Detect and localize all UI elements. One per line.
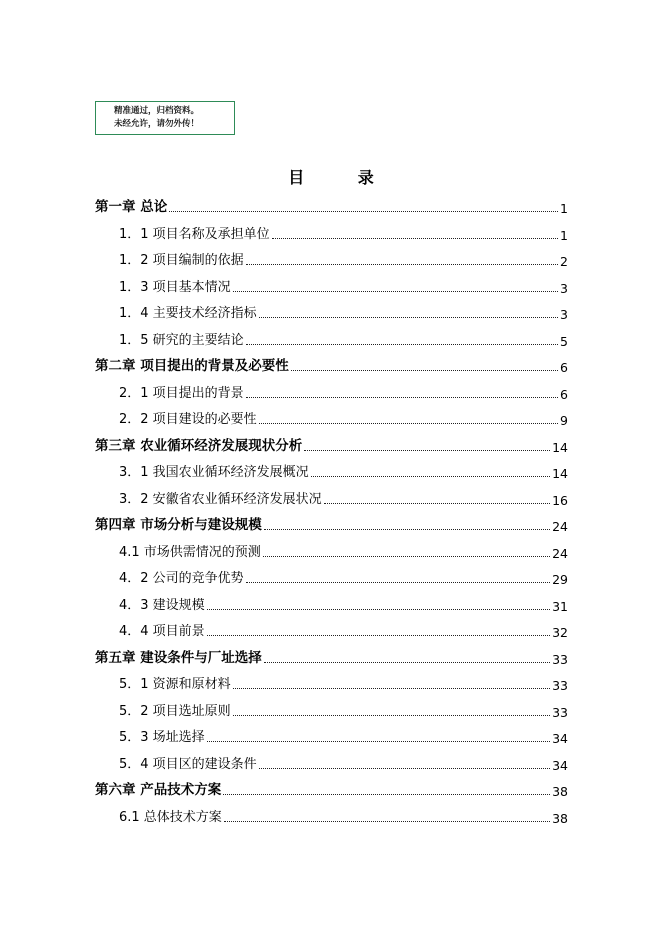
- toc-entry-title: 5．4 项目区的建设条件: [119, 756, 257, 772]
- dot-leader: [264, 662, 550, 663]
- toc-section-entry[interactable]: [119, 276, 568, 296]
- toc-page-number: 24: [552, 545, 568, 561]
- dot-leader: [246, 264, 558, 265]
- toc-entry-title: 2．2 项目建设的必要性: [119, 412, 257, 427]
- toc-entry-title: 4.1 市场供需情况的预测: [119, 544, 261, 560]
- notice-line-2: 未经允许，请勿外传！: [114, 119, 200, 129]
- toc-page-number: 6: [560, 360, 568, 375]
- dot-leader: [259, 317, 558, 318]
- dot-leader: [272, 238, 558, 239]
- toc-section-entry[interactable]: [119, 223, 568, 243]
- toc-entry-title: 6.1 总体技术方案: [119, 809, 222, 825]
- toc-page-number: 9: [560, 413, 568, 428]
- toc-page-number: 33: [552, 678, 568, 693]
- toc-entry-title: 5．2 项目选址原则: [119, 703, 231, 719]
- toc-page-number: 32: [552, 625, 568, 640]
- toc-entry-title: 1．5 研究的主要结论: [119, 332, 244, 348]
- toc-section-entry[interactable]: [119, 673, 568, 693]
- toc-entry-title: 5．3 场址选择: [119, 730, 205, 745]
- toc-title: 目 录: [288, 168, 398, 187]
- dot-leader: [259, 768, 550, 769]
- dot-leader: [207, 635, 550, 636]
- dot-leader: [304, 450, 550, 451]
- toc-page-number: 34: [552, 757, 568, 773]
- toc-page-number: 16: [552, 492, 568, 508]
- toc-page-number: 14: [552, 439, 568, 455]
- toc-page-number: 33: [552, 704, 568, 720]
- dot-leader: [233, 715, 550, 716]
- toc-section-entry[interactable]: [119, 620, 568, 640]
- toc-page-number: 3: [560, 280, 568, 296]
- notice-line-1: 精准通过，归档资料。: [114, 106, 200, 116]
- toc-entry-title: 第三章 农业循环经济发展现状分析: [95, 437, 303, 454]
- dot-leader: [233, 688, 550, 689]
- toc-entry-title: 第二章 项目提出的背景及必要性: [95, 358, 289, 374]
- toc-page-number: 5: [560, 333, 568, 349]
- toc-page-number: 31: [552, 598, 568, 614]
- toc-page-number: 14: [552, 466, 568, 481]
- toc-entry-title: 4．3 建设规模: [119, 597, 205, 613]
- dot-leader: [224, 821, 550, 822]
- toc-entry-title: 3．2 安徽省农业循环经济发展状况: [119, 491, 322, 507]
- dot-leader: [324, 503, 550, 504]
- toc-chapter-entry[interactable]: [95, 779, 568, 799]
- toc-entry-title: 1．4 主要技术经济指标: [119, 306, 257, 321]
- toc-section-entry[interactable]: [119, 461, 568, 481]
- toc-section-entry[interactable]: [119, 329, 568, 349]
- toc-section-entry[interactable]: [119, 753, 568, 773]
- dot-leader: [246, 344, 558, 345]
- toc-entry-title: 1．2 项目编制的依据: [119, 253, 244, 268]
- dot-leader: [291, 370, 558, 371]
- toc-page-number: 2: [560, 254, 568, 269]
- toc-section-entry[interactable]: [119, 249, 568, 269]
- toc-entry-title: 5．1 资源和原材料: [119, 677, 231, 692]
- toc-section-entry[interactable]: [119, 382, 568, 402]
- toc-page-number: 1: [560, 227, 568, 243]
- toc-chapter-entry[interactable]: [95, 355, 568, 375]
- dot-leader: [207, 609, 550, 610]
- dot-leader: [223, 794, 550, 795]
- dot-leader: [311, 476, 550, 477]
- dot-leader: [264, 529, 550, 530]
- dot-leader: [246, 397, 558, 398]
- toc-page-number: 1: [560, 201, 568, 216]
- archive-notice-stamp: [95, 101, 235, 135]
- toc-page-number: 24: [552, 519, 568, 534]
- toc-entry-title: 3．1 我国农业循环经济发展概况: [119, 465, 309, 480]
- dot-leader: [169, 211, 558, 212]
- toc-section-entry[interactable]: [119, 408, 568, 428]
- toc-section-entry[interactable]: [119, 488, 568, 508]
- toc-entry-title: 2．1 项目提出的背景: [119, 385, 244, 401]
- toc-entry-title: 1．1 项目名称及承担单位: [119, 226, 270, 242]
- toc-section-entry[interactable]: [119, 567, 568, 587]
- toc-page-number: 3: [560, 307, 568, 322]
- toc-section-entry[interactable]: [119, 726, 568, 746]
- toc-section-entry[interactable]: [119, 302, 568, 322]
- toc-entry-title: 4．4 项目前景: [119, 624, 205, 639]
- toc-page-number: 6: [560, 386, 568, 402]
- toc-page-number: 33: [552, 651, 568, 667]
- toc-entry-title: 第六章 产品技术方案: [95, 782, 222, 798]
- dot-leader: [207, 741, 550, 742]
- toc-entry-title: 第四章 市场分析与建设规模: [95, 517, 262, 533]
- toc-page-number: 29: [552, 572, 568, 587]
- toc-chapter-entry[interactable]: [95, 514, 568, 534]
- toc-page-number: 34: [552, 731, 568, 746]
- toc-entry-title: 第五章 建设条件与厂址选择: [95, 649, 262, 666]
- toc-section-entry[interactable]: [119, 806, 568, 826]
- toc-section-entry[interactable]: [119, 541, 568, 561]
- toc-section-entry[interactable]: [119, 700, 568, 720]
- toc-entry-title: 1．3 项目基本情况: [119, 279, 231, 295]
- dot-leader: [259, 423, 558, 424]
- toc-page-number: 38: [552, 784, 568, 799]
- toc-entry-title: 4．2 公司的竞争优势: [119, 571, 244, 586]
- dot-leader: [233, 291, 558, 292]
- toc-chapter-entry[interactable]: [95, 196, 568, 216]
- toc-entry-title: 第一章 总论: [95, 199, 168, 215]
- dot-leader: [263, 556, 550, 557]
- dot-leader: [246, 582, 550, 583]
- toc-chapter-entry[interactable]: [95, 647, 568, 667]
- toc-chapter-entry[interactable]: [95, 435, 568, 455]
- toc-section-entry[interactable]: [119, 594, 568, 614]
- toc-page-number: 38: [552, 810, 568, 826]
